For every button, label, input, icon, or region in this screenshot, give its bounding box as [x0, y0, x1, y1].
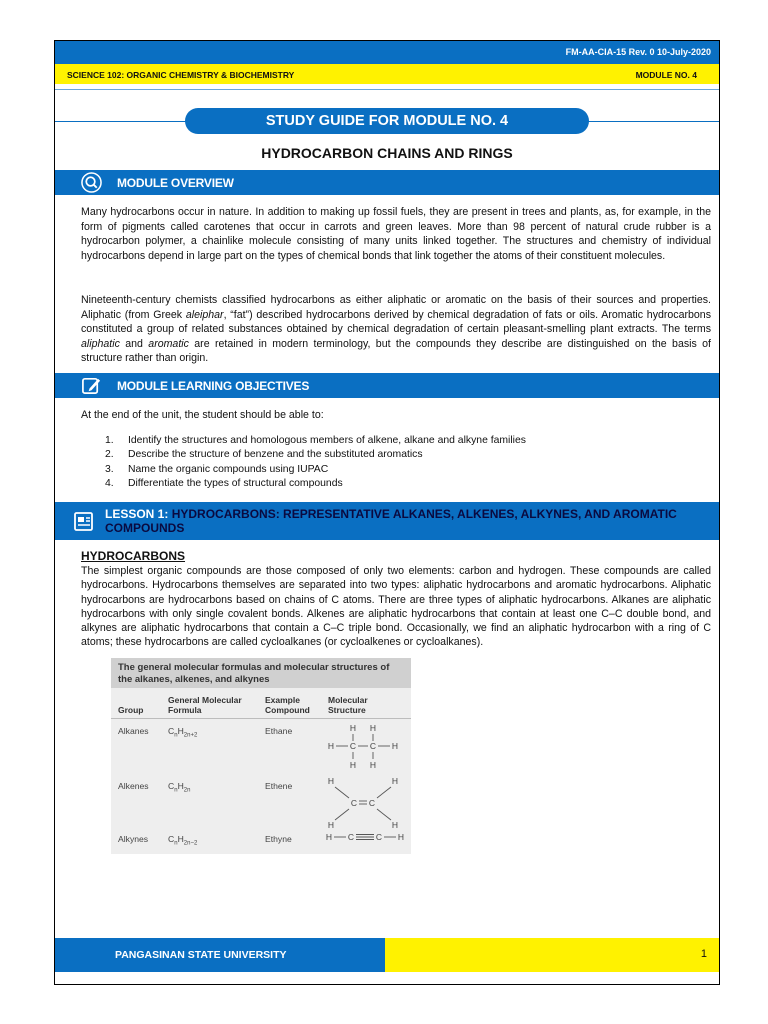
- lesson-bar: [55, 502, 719, 540]
- svg-text:H: H: [391, 741, 399, 751]
- magnifier-icon: [81, 172, 102, 193]
- university-name: PANGASINAN STATE UNIVERSITY: [115, 949, 287, 961]
- col-header-structure: Molecular Structure: [328, 695, 368, 715]
- svg-text:H: H: [397, 832, 405, 842]
- document-page: [54, 40, 720, 985]
- row-compound-ethane: Ethane: [265, 726, 293, 736]
- ethene-structure: [323, 775, 409, 831]
- lesson-title: LESSON 1: HYDROCARBONS: REPRESENTATIVE ALKANES, ALKENES, ALKYNES, AND AROMATIC COMPOUNDS: [105, 507, 677, 535]
- footer-yellow-block: [385, 938, 719, 972]
- svg-text:H: H: [325, 832, 333, 842]
- svg-text:H: H: [327, 820, 335, 830]
- row-formula-alkanes: $C_nH_{2n+2}$: [168, 726, 198, 739]
- objectives-intro: At the end of the unit, the student should be able to:: [81, 409, 324, 421]
- col-header-formula: General Molecular Formula: [168, 695, 242, 715]
- objectives-list: [81, 434, 526, 492]
- col-header-group: Group: [118, 705, 144, 715]
- svg-text:C: C: [368, 798, 376, 808]
- row-group-alkanes: Alkanes: [118, 726, 149, 736]
- svg-text:H: H: [369, 723, 377, 733]
- header-divider: [55, 89, 719, 90]
- svg-text:C: C: [347, 832, 355, 842]
- footer: [55, 938, 719, 972]
- page-title: STUDY GUIDE FOR MODULE NO. 4: [185, 108, 589, 134]
- course-title: SCIENCE 102: ORGANIC CHEMISTRY & BIOCHEMISTRY: [67, 70, 295, 80]
- module-number: MODULE NO. 4: [635, 70, 697, 80]
- header-bar: [55, 41, 719, 64]
- objectives-heading: MODULE LEARNING OBJECTIVES: [117, 379, 310, 393]
- row-group-alkynes: Alkynes: [118, 834, 149, 844]
- ethane-structure: [323, 722, 409, 772]
- overview-paragraph-2: Nineteenth-century chemists classified hydrocarbons as either aliphatic or aromatic on the basis of their sources and properties. Aliphatic (from Greek aleiphar, “fat”) described hydrocarbons derived by chemical degradation of fats or oils. Aromatic hydrocarbons constituted a group of related substances obtained by chemical degradation of certain pleasant-smelling plant extracts. The terms aliphatic and aromatic are retained in modern terminology, but the compounds they describe are distinguished on the basis of structure rather than origin.: [81, 294, 711, 365]
- svg-text:C: C: [369, 741, 377, 751]
- row-formula-alkenes: $C_nH_{2n}$: [168, 781, 191, 794]
- hydrocarbons-paragraph: The simplest organic compounds are those composed of only two elements: carbon and hydrogen. These compounds are called hydrocarbons. Hydrocarbons themselves are separated into two types: aliphatic hydrocarbons and aromatic hydrocarbons. Aliphatic hydrocarbons are hydrocarbons based on chains of C atoms. There are three types of aliphatic hydrocarbons. Alkanes are aliphatic hydrocarbons with only single covalent bonds. Alkenes are aliphatic hydrocarbons that contain at least one C–C double bond, and alkynes are aliphatic hydrocarbons that contain a C–C triple bond. Occasionally, we find an aliphatic hydrocarbon with a ring of C atoms; these hydrocarbons are called cycloalkanes (or cycloalkenes or cycloalkanes).: [81, 565, 711, 649]
- formula-table-figure: [111, 658, 411, 854]
- svg-text:C: C: [375, 832, 383, 842]
- table-divider: [111, 718, 411, 719]
- col-header-compound: Example Compound: [265, 695, 310, 715]
- svg-text:H: H: [349, 760, 357, 770]
- overview-paragraph-1: Many hydrocarbons occur in nature. In addition to making up fossil fuels, they are present in trees and plants, as, for example, in the form of pigments called carotenes that occur in carrots and green leaves. More than 98 percent of natural crude rubber is a hydrocarbon polymer, a chainlike molecule consisting of many units linked together. The structures and chemistry of individual hydrocarbons depend in large part on the types of chemical bonds that link together the atoms of their constituent molecules.: [81, 206, 711, 262]
- svg-text:H: H: [391, 820, 399, 830]
- objectives-section-bar: [55, 373, 719, 398]
- pencil-edit-icon: [81, 375, 102, 396]
- list-item: 1. Identify the structures and homologous members of alkene, alkane and alkyne families: [105, 435, 526, 446]
- svg-text:C: C: [349, 741, 357, 751]
- svg-text:H: H: [327, 776, 335, 786]
- table-caption: The general molecular formulas and molecular structures of the alkanes, alkenes, and alkynes: [111, 658, 411, 688]
- row-group-alkenes: Alkenes: [118, 781, 149, 791]
- svg-text:H: H: [369, 760, 377, 770]
- svg-text:H: H: [391, 776, 399, 786]
- ethyne-structure: [323, 829, 409, 845]
- svg-text:C: C: [350, 798, 358, 808]
- list-item: 4. Differentiate the types of structural compounds: [105, 478, 343, 490]
- svg-text:H: H: [327, 741, 335, 751]
- page-subtitle: HYDROCARBON CHAINS AND RINGS: [261, 145, 513, 161]
- document-code: FM-AA-CIA-15 Rev. 0 10-July-2020: [565, 47, 711, 57]
- list-item: 3. Name the organic compounds using IUPAC: [105, 463, 329, 475]
- page-number: 1: [700, 948, 707, 960]
- list-item: 2. Describe the structure of benzene and the substituted aromatics: [105, 449, 423, 461]
- overview-heading: MODULE OVERVIEW: [117, 176, 234, 190]
- row-compound-ethyne: Ethyne: [265, 834, 292, 844]
- course-bar: [55, 64, 719, 84]
- row-compound-ethene: Ethene: [265, 781, 293, 791]
- footer-blue-block: [55, 938, 385, 972]
- document-icon: [73, 510, 95, 532]
- row-formula-alkynes: $C_nH_{2n-2}$: [168, 834, 198, 847]
- overview-section-bar: [55, 170, 719, 195]
- svg-text:H: H: [349, 723, 357, 733]
- hydrocarbons-heading: HYDROCARBONS: [81, 549, 186, 563]
